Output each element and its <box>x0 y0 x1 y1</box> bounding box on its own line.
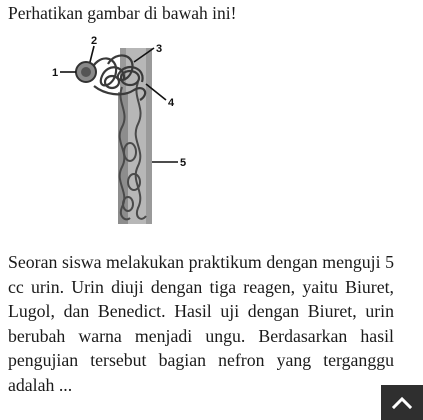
question-passage: Seoran siswa melakukan praktikum dengan menguji 5 cc urin. Urin diuji dengan tiga reagen, yaitu Biuret, Lugol, dan Benedict. Hasil uji dengan Biuret, urin berubah warna menjadi ungu. Berdasarkan hasil pengujian tersebut bagian nefron yang terganggu adalah ... <box>8 252 394 395</box>
glomerulus <box>76 62 96 82</box>
figure-label-2: 2 <box>91 35 98 47</box>
figure-label-4: 4 <box>168 97 175 109</box>
scroll-to-top-button[interactable] <box>381 385 423 420</box>
nephron-figure <box>50 32 200 228</box>
question-intro: Perhatikan gambar di bawah ini! <box>8 3 237 23</box>
figure-label-5: 5 <box>180 157 187 169</box>
chevron-up-icon <box>392 396 412 409</box>
figure-label-3: 3 <box>156 43 163 55</box>
figure-label-1: 1 <box>52 67 59 79</box>
